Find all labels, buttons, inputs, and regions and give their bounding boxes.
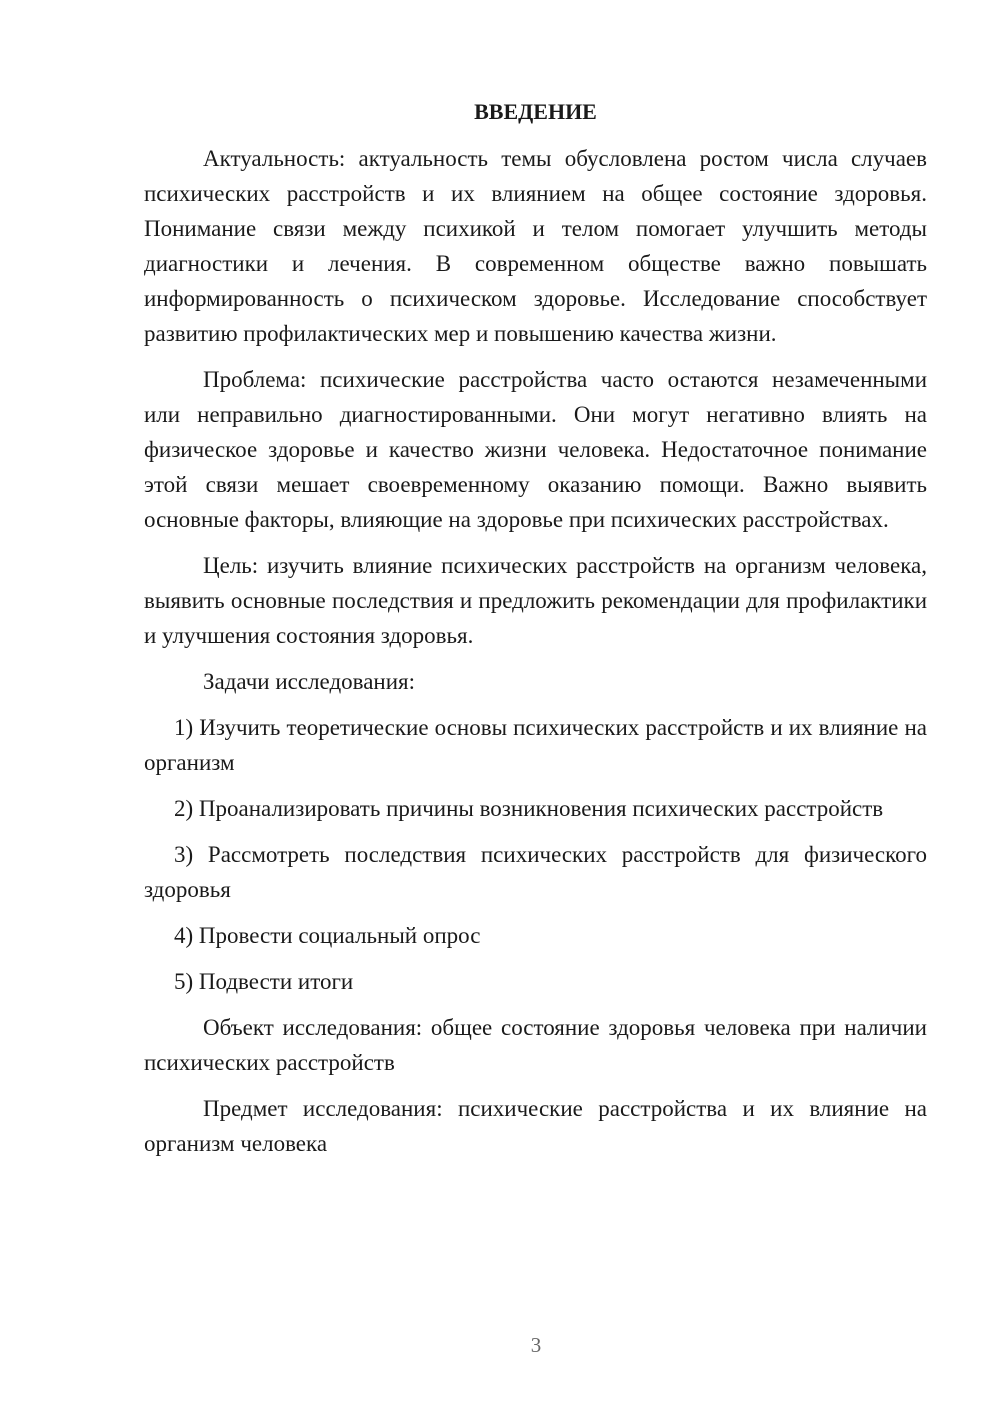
task-item-3: 3) Рассмотреть последствия психических расстройств для физического здоровья bbox=[144, 842, 927, 902]
task-item-1: 1) Изучить теоретические основы психических расстройств и их влияние на организм bbox=[144, 715, 927, 775]
tasks-heading: Задачи исследования: bbox=[203, 669, 416, 694]
task-item-5: 5) Подвести итоги bbox=[174, 969, 354, 994]
task-item-4: 4) Провести социальный опрос bbox=[174, 923, 481, 948]
paragraph-goal: Цель: изучить влияние психических расстройств на организм человека, выявить основные последствия и предложить рекомендации для профилактики и улучшения состояния здоровья. bbox=[144, 553, 927, 648]
page-number: 3 bbox=[530, 1333, 542, 1357]
page-content bbox=[144, 94, 927, 1172]
paragraph-problem: Проблема: психические расстройства часто остаются незамеченными или неправильно диагностированными. Они могут негативно влиять на физическое здоровье и качество жизни человека. Недостаточное понимание этой связи мешает своевременному оказанию помощи. Важно выявить основные факторы, влияющие на здоровье при психических расстройствах. bbox=[144, 367, 927, 532]
task-item-2: 2) Проанализировать причины возникновения психических расстройств bbox=[174, 796, 884, 821]
paragraph-relevance: Актуальность: актуальность темы обусловлена ростом числа случаев психических расстройств и их влиянием на общее состояние здоровья. Понимание связи между психикой и телом помогает улучшить методы диагностики и лечения. В современном обществе важно повышать информированность о психическом здоровье. Исследование способствует развитию профилактических мер и повышению качества жизни. bbox=[144, 146, 927, 346]
paragraph-object: Объект исследования: общее состояние здоровья человека при наличии психических расстройств bbox=[144, 1015, 927, 1075]
section-title: ВВЕДЕНИЕ bbox=[474, 99, 597, 124]
paragraph-subject: Предмет исследования: психические расстройства и их влияние на организм человека bbox=[144, 1096, 927, 1156]
